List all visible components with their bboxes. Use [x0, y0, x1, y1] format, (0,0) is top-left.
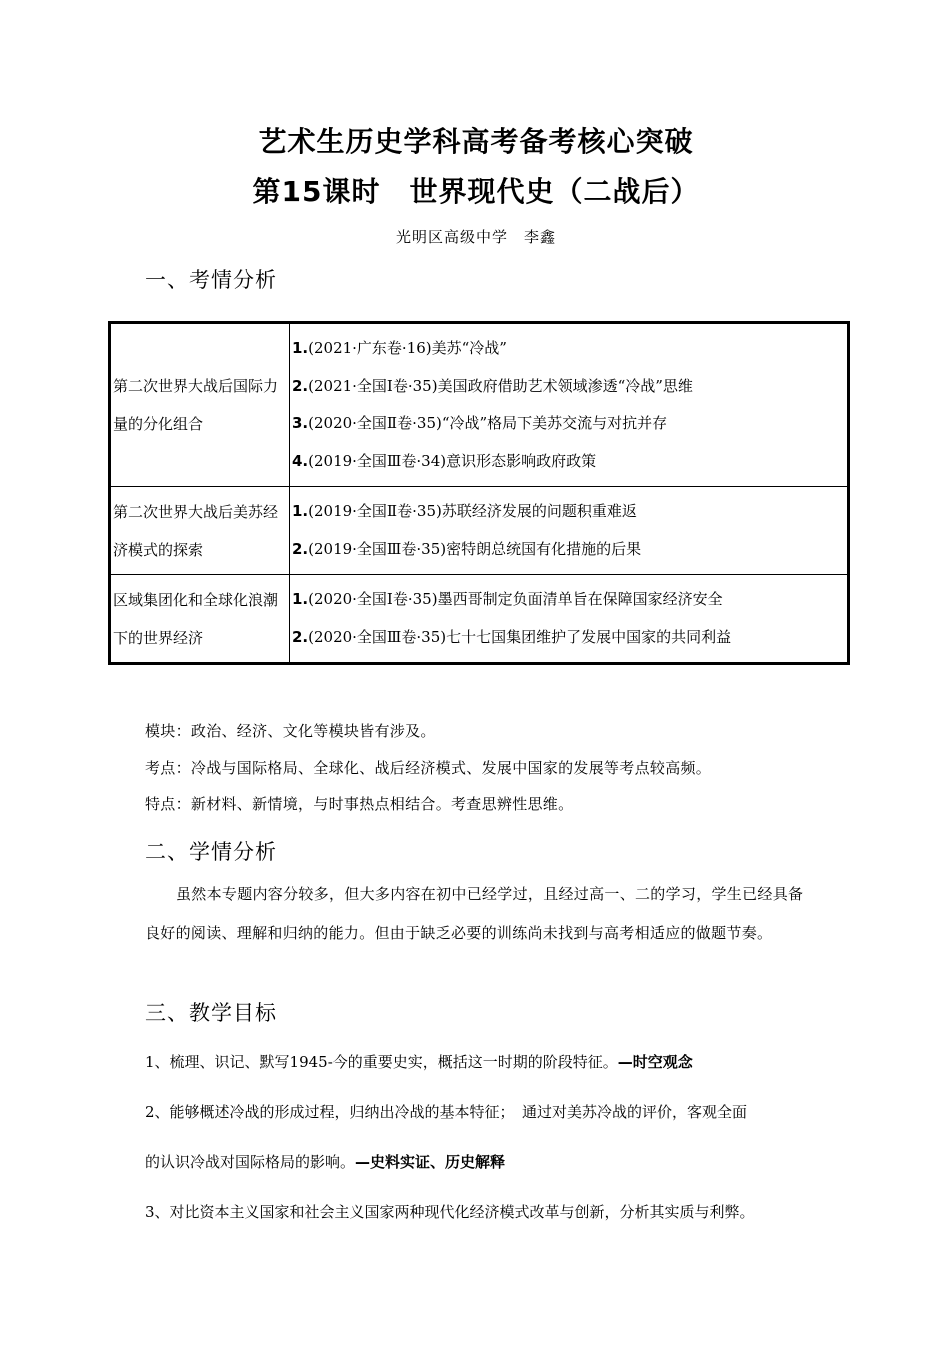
author-line: 光明区高级中学 李鑫	[395, 228, 556, 246]
exam-item-number: 3.	[292, 414, 309, 432]
exam-item-number: 2.	[292, 627, 309, 646]
items-cell	[290, 487, 849, 575]
goal-1	[145, 1037, 825, 1087]
note-key-points: 考点：冷战与国际格局、全球化、战后经济模式、发展中国家的发展等考点较高频。	[145, 758, 712, 777]
goal-2-tag: —史料实证、历史解释	[355, 1153, 506, 1171]
exam-item	[292, 443, 845, 481]
exam-item-number: 4.	[292, 451, 309, 470]
exam-item	[292, 531, 845, 569]
exam-item-text: (2020·全国Ⅲ卷·35)七十七国集团维护了发展中国家的共同利益	[308, 627, 732, 646]
exam-item-text: (2019·全国Ⅱ卷·35)苏联经济发展的问题积重难返	[308, 502, 637, 520]
document-subtitle: 第15课时 世界现代史（二战后）	[252, 175, 700, 208]
goal-2-line-1: 2、能够概述冷战的形成过程，归纳出冷战的基本特征； 通过对美苏冷战的评价，客观全面	[145, 1103, 748, 1121]
exam-item-number: 1.	[292, 339, 309, 357]
exam-item	[292, 619, 845, 657]
document-title: 艺术生历史学科高考备考核心突破	[258, 125, 694, 158]
exam-item	[292, 405, 845, 443]
exam-item-text: (2019·全国Ⅲ卷·34)意识形态影响政府政策	[308, 451, 597, 470]
section-heading-exam-analysis: 一、考情分析	[145, 268, 277, 292]
goal-1-tag: —时空观念	[617, 1053, 693, 1071]
exam-item	[292, 581, 845, 619]
exam-item-number: 2.	[292, 539, 309, 558]
topic-cell: 第二次世界大战后美苏经济模式的探索	[110, 487, 290, 575]
goal-1-text: 1、梳理、识记、默写1945-今的重要史实，概括这一时期的阶段特征。	[145, 1053, 618, 1071]
exam-item-text: (2021·广东卷·16)美苏“冷战”	[308, 339, 507, 357]
section-heading-teaching-goals: 三、教学目标	[145, 1001, 277, 1025]
items-cell	[290, 575, 849, 664]
table-row	[110, 323, 849, 487]
note-modules: 模块：政治、经济、文化等模块皆有涉及。	[145, 722, 436, 740]
topic-cell: 第二次世界大战后国际力量的分化组合	[110, 323, 290, 487]
section-heading-student-analysis: 二、学情分析	[145, 840, 277, 864]
goal-3: 3、对比资本主义国家和社会主义国家两种现代化经济模式改革与创新，分析其实质与利弊。	[145, 1203, 755, 1221]
note-features: 特点：新材料、新情境，与时事热点相结合。考查思辨性思维。	[145, 795, 574, 813]
topic-cell: 区域集团化和全球化浪潮下的世界经济	[110, 575, 290, 664]
table-row	[110, 487, 849, 575]
table-row	[110, 575, 849, 664]
exam-item-text: (2020·全国Ⅱ卷·35)“冷战”格局下美苏交流与对抗并存	[308, 414, 668, 432]
exam-item-number: 1.	[292, 590, 309, 608]
exam-analysis-table	[108, 321, 850, 665]
exam-item-text: (2021·全国Ⅰ卷·35)美国政府借助艺术领域渗透“冷战”思维	[308, 376, 693, 395]
exam-item	[292, 368, 845, 406]
goal-2-line-2	[145, 1137, 825, 1187]
items-cell	[290, 323, 849, 487]
exam-item	[292, 493, 845, 531]
exam-item-text: (2020·全国Ⅰ卷·35)墨西哥制定负面清单旨在保障国家经济安全	[308, 590, 723, 608]
exam-item	[292, 330, 845, 368]
notes-block	[145, 713, 815, 823]
exam-item-number: 2.	[292, 376, 309, 395]
exam-item-number: 1.	[292, 502, 309, 520]
student-analysis-paragraph: 虽然本专题内容分较多，但大多内容在初中已经学过，且经过高一、二的学习，学生已经具备良好的阅读、理解和归纳的能力。但由于缺乏必要的训练尚未找到与高考相适应的做题节奏。	[145, 885, 804, 942]
exam-item-text: (2019·全国Ⅲ卷·35)密特朗总统国有化措施的后果	[308, 539, 642, 558]
goal-2-text: 的认识冷战对国际格局的影响。	[145, 1153, 356, 1171]
